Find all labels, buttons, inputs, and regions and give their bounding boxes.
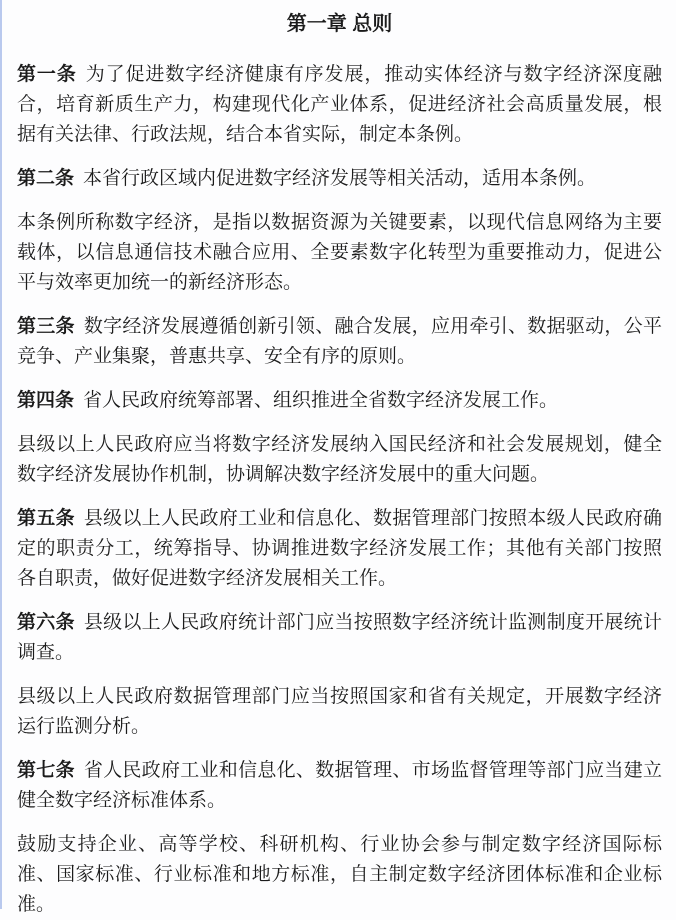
article-paragraph [17,608,662,668]
article-paragraph [17,60,662,150]
article-paragraph [17,682,662,742]
article-text: 本条例所称数字经济，是指以数据资源为关键要素，以现代信息网络为主要载体，以信息通信技术融合应用、全要素数字化转型为重要推动力，促进公平与效率更加统一的新经济形态。 [17,212,662,293]
article-text: 县级以上人民政府数据管理部门应当按照国家和省有关规定，开展数字经济运行监测分析。 [17,686,662,737]
article-paragraph [17,312,662,372]
article-text: 省人民政府统筹部署、组织推进全省数字经济发展工作。 [83,390,559,411]
article-text: 鼓励支持企业、高等学校、科研机构、行业协会参与制定数字经济国际标准、国家标准、行业标准和地方标准，自主制定数字经济团体标准和企业标准。 [17,834,662,915]
article-text: 为了促进数字经济健康有序发展，推动实体经济与数字经济深度融合，培育新质生产力，构建现代化产业体系，促进经济社会高质量发展，根据有关法律、行政法规，结合本省实际，制定本条例。 [17,64,662,145]
article-text: 省人民政府工业和信息化、数据管理、市场监督管理等部门应当建立健全数字经济标准体系。 [17,760,662,811]
article-text: 县级以上人民政府工业和信息化、数据管理部门按照本级人民政府确定的职责分工，统筹指导、协调推进数字经济发展工作；其他有关部门按照各自职责，做好促进数字经济发展相关工作。 [17,508,662,589]
article-paragraph [17,386,662,416]
article-number: 第一条 [17,64,77,85]
article-number: 第四条 [17,390,75,411]
chapter-title: 第一章 总则 [286,13,393,35]
article-text: 数字经济发展遵循创新引领、融合发展，应用牵引、数据驱动，公平竞争、产业集聚，普惠共享、安全有序的原则。 [17,316,662,367]
article-paragraph [17,756,662,816]
article-paragraph [17,504,662,594]
article-number: 第七条 [17,760,75,781]
article-number: 第六条 [17,612,75,633]
article-text: 县级以上人民政府统计部门应当按照数字经济统计监测制度开展统计调查。 [17,612,662,663]
article-text: 本省行政区域内促进数字经济发展等相关活动，适用本条例。 [83,168,597,189]
article-number: 第二条 [17,168,75,189]
article-text: 县级以上人民政府应当将数字经济发展纳入国民经济和社会发展规划，健全数字经济发展协作机制，协调解决数字经济发展中的重大问题。 [17,434,662,485]
article-paragraph [17,830,662,920]
document-body [2,0,676,920]
article-number: 第五条 [17,508,75,529]
article-paragraph [17,164,662,194]
article-paragraph [17,208,662,298]
article-number: 第三条 [17,316,75,337]
article-paragraph [17,430,662,490]
